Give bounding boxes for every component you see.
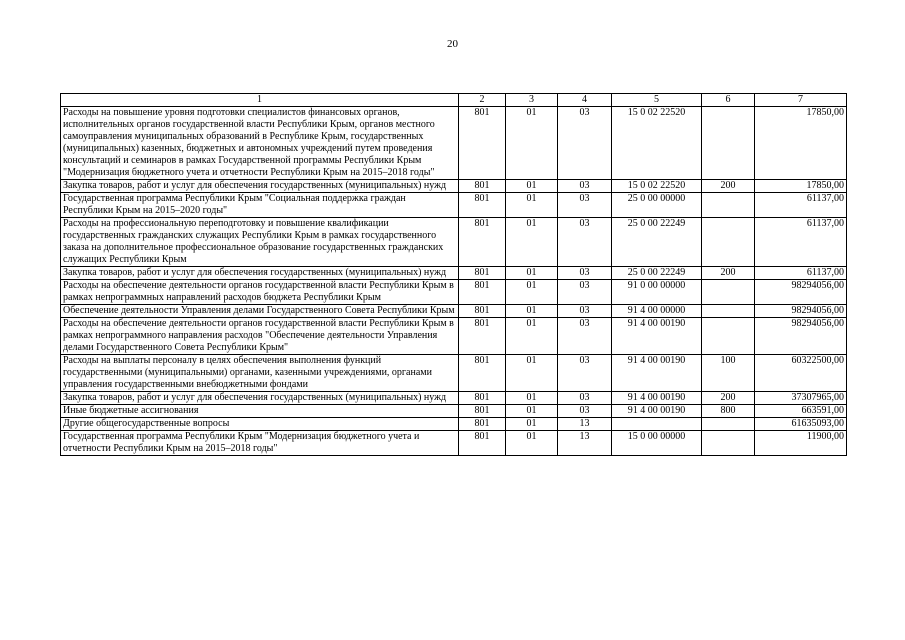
subsection-code: 03 [558, 280, 612, 305]
row-description: Государственная программа Республики Крым "Модернизация бюджетного учета и отчетности Республики Крым на 2015–2018 годы" [61, 431, 459, 456]
budget-table [60, 93, 847, 456]
amount: 61137,00 [755, 218, 847, 267]
amount: 61635093,00 [755, 418, 847, 431]
amount: 61137,00 [755, 267, 847, 280]
column-header: 3 [506, 94, 558, 107]
ministry-code: 801 [459, 405, 506, 418]
section-code: 01 [506, 405, 558, 418]
expense-type-code [702, 193, 755, 218]
ministry-code: 801 [459, 107, 506, 180]
subsection-code: 03 [558, 355, 612, 392]
ministry-code: 801 [459, 280, 506, 305]
subsection-code: 03 [558, 305, 612, 318]
target-article-code: 15 0 02 22520 [612, 107, 702, 180]
row-description: Иные бюджетные ассигнования [61, 405, 459, 418]
expense-type-code: 100 [702, 355, 755, 392]
row-description: Расходы на профессиональную переподготовку и повышение квалификации государственных гражданских служащих Республики Крым в рамках государственного заказа на дополнительное профессиональное образование государственных гражданских служащих Республики Крым [61, 218, 459, 267]
subsection-code: 13 [558, 431, 612, 456]
row-description: Обеспечение деятельности Управления делами Государственного Совета Республики Крым [61, 305, 459, 318]
expense-type-code [702, 318, 755, 355]
amount: 98294056,00 [755, 318, 847, 355]
ministry-code: 801 [459, 318, 506, 355]
target-article-code: 91 4 00 00000 [612, 305, 702, 318]
ministry-code: 801 [459, 431, 506, 456]
subsection-code: 03 [558, 267, 612, 280]
section-code: 01 [506, 267, 558, 280]
section-code: 01 [506, 318, 558, 355]
column-header: 7 [755, 94, 847, 107]
subsection-code: 03 [558, 193, 612, 218]
row-description: Государственная программа Республики Крым "Социальная поддержка граждан Республики Крым на 2015–2020 годы" [61, 193, 459, 218]
table-row [61, 318, 847, 355]
expense-type-code [702, 280, 755, 305]
expense-type-code: 800 [702, 405, 755, 418]
section-code: 01 [506, 107, 558, 180]
target-article-code: 91 0 00 00000 [612, 280, 702, 305]
section-code: 01 [506, 280, 558, 305]
table-row [61, 180, 847, 193]
target-article-code: 25 0 00 22249 [612, 267, 702, 280]
column-header: 6 [702, 94, 755, 107]
ministry-code: 801 [459, 305, 506, 318]
amount: 98294056,00 [755, 305, 847, 318]
ministry-code: 801 [459, 193, 506, 218]
expense-type-code [702, 218, 755, 267]
target-article-code: 15 0 02 22520 [612, 180, 702, 193]
column-header: 1 [61, 94, 459, 107]
row-description: Расходы на повышение уровня подготовки специалистов финансовых органов, исполнительных органов государственной власти Республики Крым, органов местного самоуправления муниципальных образований в Республике Крым, государственных (муниципальных) казенных, бюджетных и автономных учреждений путем проведения консультаций и семинаров в рамках Государственной программы Республики Крым "Модернизация бюджетного учета и отчетности Республики Крым на 2015–2018 годы" [61, 107, 459, 180]
table-header-row [61, 94, 847, 107]
subsection-code: 03 [558, 107, 612, 180]
row-description: Расходы на обеспечение деятельности органов государственной власти Республики Крым в рамках непрограммных направлений расходов бюджета Республики Крым [61, 280, 459, 305]
subsection-code: 03 [558, 218, 612, 267]
table-row [61, 193, 847, 218]
amount: 60322500,00 [755, 355, 847, 392]
section-code: 01 [506, 392, 558, 405]
row-description: Закупка товаров, работ и услуг для обеспечения государственных (муниципальных) нужд [61, 392, 459, 405]
table-row [61, 107, 847, 180]
subsection-code: 13 [558, 418, 612, 431]
expense-type-code [702, 107, 755, 180]
amount: 663591,00 [755, 405, 847, 418]
subsection-code: 03 [558, 180, 612, 193]
section-code: 01 [506, 193, 558, 218]
section-code: 01 [506, 305, 558, 318]
table-row [61, 418, 847, 431]
amount: 37307965,00 [755, 392, 847, 405]
row-description: Расходы на обеспечение деятельности органов государственной власти Республики Крым в рамках непрограммного направления расходов "Обеспечение деятельности Управления делами Государственного Совета Республики Крым" [61, 318, 459, 355]
table-row [61, 218, 847, 267]
table-row [61, 267, 847, 280]
table-row [61, 392, 847, 405]
target-article-code: 25 0 00 00000 [612, 193, 702, 218]
target-article-code: 91 4 00 00190 [612, 392, 702, 405]
row-description: Закупка товаров, работ и услуг для обеспечения государственных (муниципальных) нужд [61, 180, 459, 193]
amount: 17850,00 [755, 107, 847, 180]
ministry-code: 801 [459, 355, 506, 392]
amount: 11900,00 [755, 431, 847, 456]
section-code: 01 [506, 418, 558, 431]
table-row [61, 431, 847, 456]
target-article-code: 25 0 00 22249 [612, 218, 702, 267]
row-description: Закупка товаров, работ и услуг для обеспечения государственных (муниципальных) нужд [61, 267, 459, 280]
amount: 98294056,00 [755, 280, 847, 305]
ministry-code: 801 [459, 392, 506, 405]
ministry-code: 801 [459, 418, 506, 431]
expense-type-code: 200 [702, 267, 755, 280]
column-header: 4 [558, 94, 612, 107]
target-article-code: 91 4 00 00190 [612, 355, 702, 392]
table-row [61, 280, 847, 305]
ministry-code: 801 [459, 180, 506, 193]
subsection-code: 03 [558, 392, 612, 405]
page-number: 20 [447, 38, 458, 50]
section-code: 01 [506, 218, 558, 267]
column-header: 2 [459, 94, 506, 107]
expense-type-code [702, 431, 755, 456]
expense-type-code: 200 [702, 392, 755, 405]
section-code: 01 [506, 180, 558, 193]
table-row [61, 355, 847, 392]
row-description: Другие общегосударственные вопросы [61, 418, 459, 431]
subsection-code: 03 [558, 405, 612, 418]
column-header: 5 [612, 94, 702, 107]
amount: 61137,00 [755, 193, 847, 218]
ministry-code: 801 [459, 267, 506, 280]
row-description: Расходы на выплаты персоналу в целях обеспечения выполнения функций государственными (муниципальными) органами, казенными учреждениями, органами управления государственными внебюджетными фондами [61, 355, 459, 392]
expense-type-code [702, 305, 755, 318]
table-row [61, 305, 847, 318]
section-code: 01 [506, 431, 558, 456]
target-article-code: 91 4 00 00190 [612, 318, 702, 355]
target-article-code [612, 418, 702, 431]
subsection-code: 03 [558, 318, 612, 355]
table-row [61, 405, 847, 418]
expense-type-code [702, 418, 755, 431]
amount: 17850,00 [755, 180, 847, 193]
section-code: 01 [506, 355, 558, 392]
target-article-code: 91 4 00 00190 [612, 405, 702, 418]
expense-type-code: 200 [702, 180, 755, 193]
ministry-code: 801 [459, 218, 506, 267]
target-article-code: 15 0 00 00000 [612, 431, 702, 456]
